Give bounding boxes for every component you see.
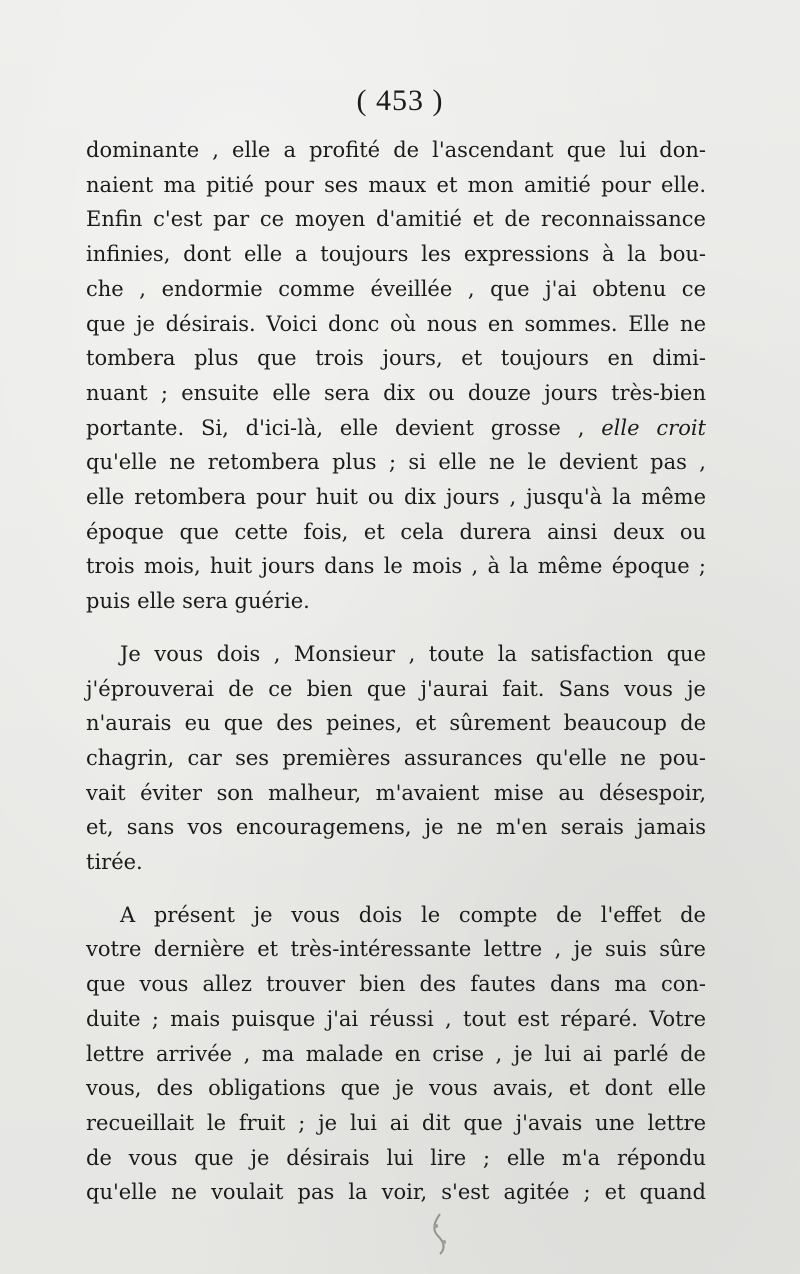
text-line: che , endormie comme éveillée , que j'ai obtenu ce [86,276,706,301]
text-line: trois mois, huit jours dans le mois , à la même époque ; [86,554,706,579]
body-text [86,133,706,1220]
text-line: vous, des obligations que je vous avais, et dont elle [86,1076,706,1101]
italic-emphasis: elle croit [601,415,706,440]
paragraph-2 [86,637,706,880]
text-line: A présent je vous dois le compte de l'effet de [120,902,706,927]
text-line: que vous allez trouver bien des fautes dans ma con- [86,972,706,997]
text-line: votre dernière et très-intéressante lettre , je suis sûre [86,937,706,962]
text-line: naient ma pitié pour ses maux et mon amitié pour elle. [86,172,706,197]
text-line: et, sans vos encouragemens, je ne m'en serais jamais [86,815,706,840]
text-line: lettre arrivée , ma malade en crise , je lui ai parlé de [86,1041,706,1066]
text-line: Je vous dois , Monsieur , toute la satisfaction que [120,641,706,666]
printer-ornament-icon [426,1212,454,1256]
text-line: époque que cette fois, et cela durera ainsi deux ou [86,519,706,544]
text-line: qu'elle ne retombera plus ; si elle ne le devient pas , [86,450,706,475]
text-line: qu'elle ne voulait pas la voir, s'est agitée ; et quand [86,1180,706,1205]
text-line-with-emphasis [86,411,706,446]
text-line: infinies, dont elle a toujours les expressions à la bou- [86,242,706,267]
text-line: n'aurais eu que des peines, et sûrement beaucoup de [86,711,706,736]
text-line: puis elle sera guérie. [86,589,310,614]
text-line: tombera plus que trois jours, et toujours en dimi- [86,346,706,371]
text-line: dominante , elle a profité de l'ascendant que lui don- [86,138,706,162]
page-number: ( 453 ) [356,84,444,117]
text-segment: portante. Si, d'ici-là, elle devient grosse , [86,415,585,440]
text-line: j'éprouverai de ce bien que j'aurai fait. Sans vous je [86,676,706,701]
text-line: Enfin c'est par ce moyen d'amitié et de reconnaissance [86,207,706,232]
text-line: elle retombera pour huit ou dix jours , jusqu'à la même [86,485,706,510]
text-line: que je désirais. Voici donc où nous en sommes. Elle ne [86,311,706,336]
text-line: chagrin, car ses premières assurances qu'elle ne pou- [86,745,706,770]
text-line: nuant ; ensuite elle sera dix ou douze jours très-bien [86,380,706,405]
text-line: duite ; mais puisque j'ai réussi , tout est réparé. Votre [86,1006,706,1031]
paragraph-3 [86,898,706,1210]
text-line: tirée. [86,850,143,875]
paragraph-1 [86,133,706,619]
text-line: vait éviter son malheur, m'avaient mise au désespoir, [86,780,706,805]
text-line: recueillait le fruit ; je lui ai dit que j'avais une lettre [86,1110,706,1135]
text-line: de vous que je désirais lui lire ; elle m'a répondu [86,1145,706,1170]
